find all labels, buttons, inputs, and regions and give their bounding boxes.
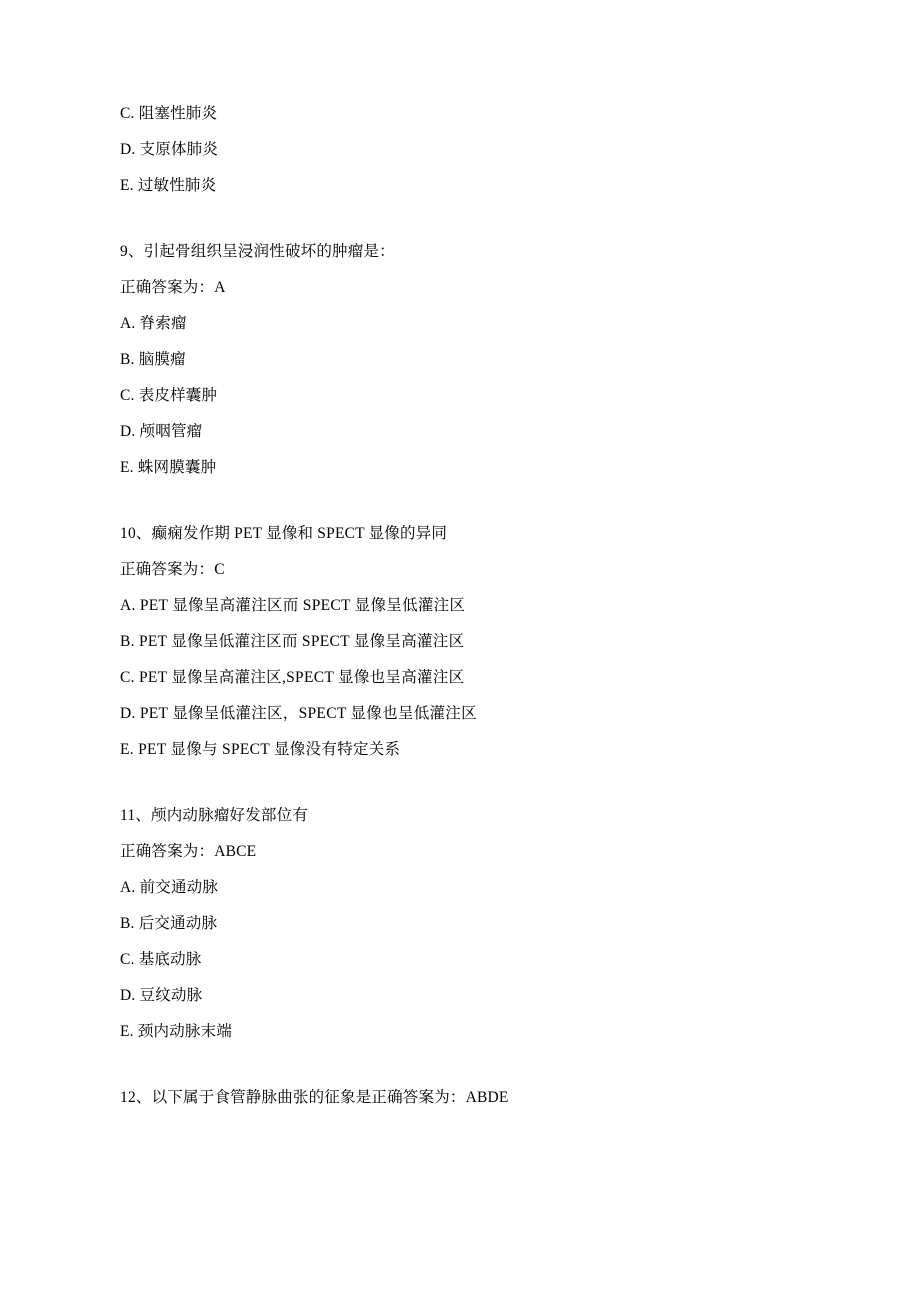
option-item: B. 后交通动脉 xyxy=(120,915,218,932)
option-item: A. 脊索瘤 xyxy=(120,315,187,332)
question-text: 9、引起骨组织呈浸润性破坏的肿瘤是： xyxy=(120,243,395,260)
option-item: A. 前交通动脉 xyxy=(120,879,219,896)
question-block-10 xyxy=(120,516,800,768)
option-item: E. PET 显像与 SPECT 显像没有特定关系 xyxy=(120,741,401,758)
option-item: C. 阻塞性肺炎 xyxy=(120,105,218,122)
question-text: 11、颅内动脉瘤好发部位有 xyxy=(120,807,309,824)
option-item: C. PET 显像呈高灌注区,SPECT 显像也呈高灌注区 xyxy=(120,669,465,686)
correct-answer: 正确答案为：A xyxy=(120,279,226,296)
option-item: D. 豆纹动脉 xyxy=(120,987,203,1004)
option-item: E. 蛛网膜囊肿 xyxy=(120,459,217,476)
option-item: E. 过敏性肺炎 xyxy=(120,177,217,194)
correct-answer: 正确答案为：C xyxy=(120,561,225,578)
question-block-11 xyxy=(120,798,800,1050)
question-block-8-continuation xyxy=(120,96,800,204)
question-text: 10、癫痫发作期 PET 显像和 SPECT 显像的异同 xyxy=(120,525,448,542)
option-item: A. PET 显像呈高灌注区而 SPECT 显像呈低灌注区 xyxy=(120,597,466,614)
question-text: 12、以下属于食管静脉曲张的征象是正确答案为：ABDE xyxy=(120,1089,509,1106)
option-item: D. 颅咽管瘤 xyxy=(120,423,203,440)
correct-answer: 正确答案为：ABCE xyxy=(120,843,257,860)
option-item: D. PET 显像呈低灌注区，SPECT 显像也呈低灌注区 xyxy=(120,705,477,722)
question-block-9 xyxy=(120,234,800,486)
question-list xyxy=(120,96,800,1116)
option-item: C. 表皮样囊肿 xyxy=(120,387,218,404)
option-item: E. 颈内动脉末端 xyxy=(120,1023,233,1040)
question-block-12 xyxy=(120,1080,800,1116)
option-item: D. 支原体肺炎 xyxy=(120,141,219,158)
option-item: B. 脑膜瘤 xyxy=(120,351,186,368)
option-item: C. 基底动脉 xyxy=(120,951,202,968)
option-item: B. PET 显像呈低灌注区而 SPECT 显像呈高灌注区 xyxy=(120,633,465,650)
